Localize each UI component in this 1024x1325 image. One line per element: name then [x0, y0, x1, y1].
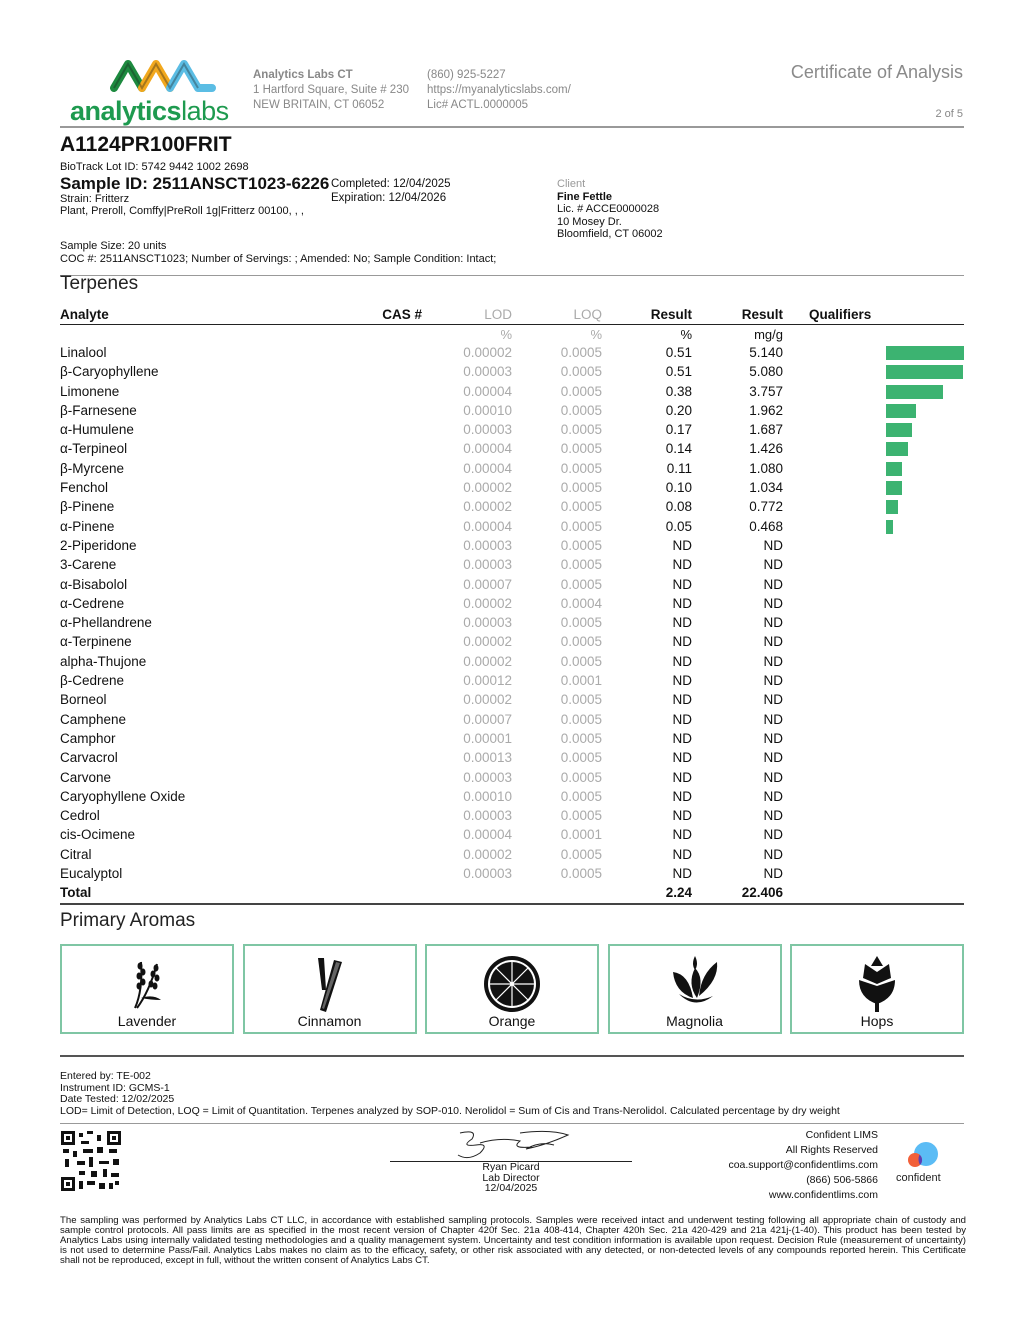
col-loq: LOQ	[573, 307, 602, 322]
sample-id: Sample ID: 2511ANSCT1023-6226	[60, 174, 330, 193]
table-row	[60, 769, 964, 788]
loq-value: 0.0005	[560, 480, 602, 496]
lod-value: 0.00002	[463, 653, 512, 669]
result-pct: 0.51	[665, 345, 692, 360]
aroma-card-hops	[790, 944, 964, 1034]
lims-url[interactable]: www.confidentlims.com	[768, 1189, 878, 1201]
analyte-name: α-Phellandrene	[60, 615, 152, 631]
lod-value: 0.00002	[463, 480, 512, 496]
lod-value: 0.00003	[463, 615, 512, 631]
completed-date: Completed: 12/04/2025	[331, 178, 451, 190]
result-mg: ND	[763, 866, 783, 882]
qualifier-bar	[886, 423, 912, 437]
loq-value: 0.0005	[560, 518, 602, 534]
lod-value: 0.00013	[463, 750, 512, 766]
col-result-pct: Result	[650, 307, 692, 322]
result-pct: ND	[672, 653, 692, 669]
analyte-name: β-Farnesene	[60, 402, 137, 418]
signer-title: Lab Director	[482, 1171, 540, 1184]
document-title: Certificate of Analysis	[790, 62, 963, 82]
analyte-name: Eucalyptol	[60, 866, 123, 882]
lavender-icon	[127, 954, 167, 1010]
lab-phone: (860) 925-5227	[427, 69, 506, 81]
lims-info	[728, 1128, 878, 1203]
qualifier-bar	[886, 462, 902, 476]
confident-wordmark: confident	[896, 1172, 941, 1184]
qr-code-icon[interactable]	[61, 1131, 121, 1191]
loq-value: 0.0005	[560, 422, 602, 438]
qualifier-bar	[886, 385, 943, 399]
result-mg: ND	[763, 711, 783, 727]
result-mg: 3.757	[749, 383, 783, 399]
result-mg: 1.080	[749, 460, 783, 476]
loq-value: 0.0005	[560, 711, 602, 727]
loq-value: 0.0005	[560, 537, 602, 553]
result-mg: ND	[763, 788, 783, 804]
lab-url[interactable]: https://myanalyticslabs.com/	[427, 84, 571, 96]
qualifier-bar	[886, 346, 964, 360]
total-label: Total	[60, 885, 92, 901]
signer-name: Ryan Picard	[482, 1161, 540, 1173]
loq-value: 0.0005	[560, 866, 602, 882]
aroma-card-orange	[425, 944, 599, 1034]
qualifier-bar	[886, 500, 898, 514]
analyte-name: β-Cedrene	[60, 673, 125, 689]
result-pct: ND	[672, 576, 692, 592]
magnolia-icon	[665, 954, 725, 1010]
lod-value: 0.00003	[463, 808, 512, 824]
total-mg: 22.406	[741, 885, 783, 901]
result-mg: ND	[763, 846, 783, 862]
analyte-name: Caryophyllene Oxide	[60, 788, 186, 804]
analyte-name: α-Pinene	[60, 518, 115, 534]
batch-title: A1124PR100FRIT	[60, 133, 232, 156]
logo-wave-icon	[108, 58, 228, 94]
result-pct: 0.14	[665, 441, 692, 457]
lod-value: 0.00003	[463, 537, 512, 553]
loq-value: 0.0005	[560, 634, 602, 650]
product-description: Plant, Preroll, Comffy|PreRoll 1g|Fritterz 00100, , ,	[60, 205, 304, 217]
result-pct: ND	[672, 711, 692, 727]
result-pct: ND	[672, 537, 692, 553]
result-mg: 5.140	[749, 345, 783, 360]
result-mg: 0.468	[749, 518, 783, 534]
table-row	[60, 576, 964, 595]
header-divider	[60, 126, 964, 128]
aroma-label: Hops	[860, 1013, 894, 1029]
table-row	[60, 653, 964, 672]
table-row	[60, 402, 964, 421]
logo-text-bold: analytics	[70, 96, 182, 126]
aroma-card-lavender	[60, 944, 234, 1034]
signed-date: 12/04/2025	[484, 1182, 538, 1194]
aromas-divider	[60, 1055, 964, 1057]
result-mg: ND	[763, 557, 783, 573]
table-row	[60, 344, 964, 363]
result-pct: 0.51	[665, 364, 692, 380]
result-mg: ND	[763, 653, 783, 669]
table-row	[60, 730, 964, 749]
loq-value: 0.0005	[560, 846, 602, 862]
qualifier-bar	[886, 481, 902, 495]
lod-value: 0.00003	[463, 769, 512, 785]
analyte-name: Carvacrol	[60, 750, 118, 766]
unit-result-mg: mg/g	[754, 327, 783, 342]
orange-icon	[482, 954, 542, 1014]
result-pct: ND	[672, 750, 692, 766]
table-row	[60, 749, 964, 768]
table-row	[60, 518, 964, 537]
table-row	[60, 440, 964, 459]
lod-value: 0.00002	[463, 499, 512, 515]
result-mg: 1.962	[749, 402, 783, 418]
table-row	[60, 807, 964, 826]
result-pct: 0.17	[665, 422, 692, 438]
loq-value: 0.0005	[560, 615, 602, 631]
analyte-name: Linalool	[60, 345, 107, 360]
total-row	[60, 884, 964, 905]
result-pct: 0.08	[665, 499, 692, 515]
table-row	[60, 421, 964, 440]
footer-meta	[60, 1071, 840, 1117]
analyte-name: 2-Piperidone	[60, 537, 137, 553]
analyte-name: Fenchol	[60, 480, 109, 496]
total-pct: 2.24	[665, 885, 692, 901]
analyte-name: Cedrol	[60, 808, 100, 824]
logo-wordmark	[70, 96, 229, 127]
table-row	[60, 556, 964, 575]
table-row	[60, 846, 964, 865]
aromas-title: Primary Aromas	[60, 910, 196, 931]
result-mg: ND	[763, 808, 783, 824]
result-pct: ND	[672, 730, 692, 746]
logo-text-light: labs	[181, 96, 229, 126]
loq-value: 0.0005	[560, 808, 602, 824]
table-row	[60, 595, 964, 614]
table-row	[60, 614, 964, 633]
qualifier-bar	[886, 442, 908, 456]
terpenes-title: Terpenes	[60, 273, 139, 294]
loq-value: 0.0005	[560, 576, 602, 592]
lims-name: Confident LIMS	[805, 1129, 878, 1141]
units-row	[60, 325, 964, 344]
analyte-name: Borneol	[60, 692, 107, 708]
aroma-label: Orange	[488, 1013, 536, 1029]
analyte-name: 3-Carene	[60, 557, 117, 573]
table-body	[60, 344, 964, 884]
lod-value: 0.00004	[463, 460, 512, 476]
loq-value: 0.0005	[560, 653, 602, 669]
sample-meta	[60, 240, 496, 265]
expiration-date: Expiration: 12/04/2026	[331, 191, 447, 204]
lod-value: 0.00002	[463, 595, 512, 611]
loq-value: 0.0005	[560, 402, 602, 418]
unit-lod: %	[500, 327, 512, 342]
col-cas: CAS #	[382, 307, 422, 322]
signer-block	[390, 1162, 632, 1194]
analyte-name: α-Terpinene	[60, 634, 132, 650]
cinnamon-icon	[312, 954, 348, 1014]
qualifier-bar	[886, 365, 963, 379]
client-info	[557, 178, 663, 241]
table-row	[60, 383, 964, 402]
result-mg: ND	[763, 692, 783, 708]
table-row	[60, 537, 964, 556]
lod-value: 0.00003	[463, 866, 512, 882]
result-mg: ND	[763, 827, 783, 843]
table-row	[60, 498, 964, 517]
result-mg: 1.426	[749, 441, 783, 457]
lod-value: 0.00004	[463, 441, 512, 457]
lod-value: 0.00001	[463, 730, 512, 746]
result-pct: ND	[672, 615, 692, 631]
analytics-labs-logo	[70, 58, 235, 128]
lod-value: 0.00012	[463, 673, 512, 689]
loq-value: 0.0005	[560, 730, 602, 746]
result-pct: ND	[672, 866, 692, 882]
lab-address-2: NEW BRITAIN, CT 06052	[253, 99, 385, 111]
analyte-name: Camphor	[60, 730, 116, 746]
analyte-name: α-Cedrene	[60, 595, 125, 611]
result-mg: 0.772	[749, 499, 783, 515]
table-row	[60, 363, 964, 382]
strain: Strain: Fritterz	[60, 193, 130, 205]
disclaimer: The sampling was performed by Analytics Labs CT LLC, in accordance with established sampling protocols. Samples were received intact and underwent testing following all appropriate chain of custody and sample control protocols. All pass limits are as specified in the most recent version of Chapter 420f Sec. 21a 408-414, Chapter 420h Sec. 21a 420-429 and 21a 421j-(1-40). This product has been tested by Analytics Labs using internally validated testing methodologies and a quality management system. Uncertainty and test condition information is available upon request. Decision Rule (measurement of uncertainty) is not used to determine Pass/Fail. Analytics Labs makes no claim as to the efficacy, safety, or other risk associated with any detected, or non-detected levels of any compounds reported herein. This Certificate shall not be reproduced, except in full, without the written consent of Analytics Labs CT.	[60, 1215, 966, 1266]
analyte-name: alpha-Thujone	[60, 653, 147, 669]
client-name: Fine Fettle	[557, 190, 613, 203]
result-mg: ND	[763, 595, 783, 611]
analyte-name: Carvone	[60, 769, 112, 785]
client-address-1: 10 Mosey Dr.	[557, 215, 622, 228]
result-mg: 5.080	[749, 364, 783, 380]
lod-value: 0.00004	[463, 383, 512, 399]
loq-value: 0.0005	[560, 769, 602, 785]
client-label: Client	[557, 178, 586, 190]
lod-value: 0.00007	[463, 576, 512, 592]
loq-value: 0.0005	[560, 499, 602, 515]
aroma-label: Lavender	[117, 1013, 177, 1029]
loq-value: 0.0005	[560, 460, 602, 476]
result-pct: ND	[672, 808, 692, 824]
result-mg: ND	[763, 673, 783, 689]
col-result-mg: Result	[741, 307, 783, 322]
table-row	[60, 691, 964, 710]
result-mg: ND	[763, 730, 783, 746]
col-lod: LOD	[484, 307, 512, 322]
result-pct: 0.05	[665, 518, 692, 534]
lod-value: 0.00002	[463, 692, 512, 708]
result-pct: ND	[672, 846, 692, 862]
qualifier-bar	[886, 404, 916, 418]
result-mg: 1.687	[749, 422, 783, 438]
hops-icon	[855, 954, 899, 1014]
lod-value: 0.00007	[463, 711, 512, 727]
loq-value: 0.0004	[560, 595, 602, 611]
footer-notes: LOD= Limit of Detection, LOQ = Limit of Quantitation. Terpenes analyzed by SOP-010. Nerolidol = Sum of Cis and Trans-Nerolidol. Calculated percentage by dry weight	[60, 1104, 840, 1117]
result-pct: ND	[672, 557, 692, 573]
result-pct: ND	[672, 769, 692, 785]
lims-email[interactable]: coa.support@confidentlims.com	[728, 1159, 878, 1171]
table-row	[60, 865, 964, 884]
entered-by: Entered by: TE-002	[60, 1070, 151, 1082]
aromas-list	[60, 944, 964, 1034]
loq-value: 0.0005	[560, 750, 602, 766]
lod-value: 0.00002	[463, 846, 512, 862]
strain-info	[60, 193, 304, 217]
date-tested: Date Tested: 12/02/2025	[60, 1093, 175, 1105]
result-mg: 1.034	[749, 480, 783, 496]
page-number: 2 of 5	[935, 108, 963, 120]
analyte-name: α-Humulene	[60, 422, 134, 438]
coc-info: COC #: 2511ANSCT1023; Number of Servings: ; Amended: No; Sample Condition: Intact;	[60, 252, 497, 265]
aroma-label: Magnolia	[666, 1013, 723, 1029]
result-pct: 0.11	[666, 460, 692, 476]
lab-license: Lic# ACTL.0000005	[427, 99, 529, 111]
analyte-name: Citral	[60, 846, 92, 862]
client-license: Lic. # ACCE0000028	[557, 203, 660, 215]
lod-value: 0.00003	[463, 364, 512, 380]
table-row	[60, 479, 964, 498]
result-pct: ND	[672, 788, 692, 804]
aroma-card-cinnamon	[243, 944, 417, 1034]
result-pct: ND	[672, 692, 692, 708]
result-pct: 0.20	[665, 402, 692, 418]
lod-value: 0.00003	[463, 422, 512, 438]
result-pct: ND	[672, 595, 692, 611]
lod-value: 0.00002	[463, 345, 512, 360]
result-mg: ND	[763, 750, 783, 766]
client-address-2: Bloomfield, CT 06002	[557, 228, 663, 240]
signature-icon	[450, 1127, 570, 1161]
lab-contact	[427, 68, 571, 113]
col-analyte: Analyte	[60, 307, 109, 322]
analyte-name: Limonene	[60, 383, 120, 399]
loq-value: 0.0005	[560, 692, 602, 708]
dates	[331, 178, 451, 205]
lab-address-1: 1 Hartford Square, Suite # 230	[253, 84, 409, 96]
table-row	[60, 711, 964, 730]
analyte-name: α-Terpineol	[60, 441, 128, 457]
lims-phone: (866) 506-5866	[806, 1174, 878, 1186]
loq-value: 0.0005	[560, 788, 602, 804]
loq-value: 0.0005	[560, 383, 602, 399]
analyte-name: cis-Ocimene	[60, 827, 136, 843]
table-row	[60, 672, 964, 691]
lod-value: 0.00004	[463, 518, 512, 534]
lab-name: Analytics Labs CT	[253, 69, 353, 81]
table-header	[60, 307, 964, 325]
instrument-id: Instrument ID: GCMS-1	[60, 1081, 170, 1094]
aroma-label: Cinnamon	[297, 1013, 362, 1029]
analyte-name: Camphene	[60, 711, 127, 727]
sample-size: Sample Size: 20 units	[60, 240, 167, 252]
lims-rights: All Rights Reserved	[785, 1144, 878, 1156]
biotrack-lot-id: BioTrack Lot ID: 5742 9442 1002 2698	[60, 161, 249, 173]
terpenes-table	[60, 307, 964, 905]
result-pct: ND	[672, 827, 692, 843]
loq-value: 0.0005	[560, 557, 602, 573]
result-mg: ND	[763, 634, 783, 650]
analyte-name: β-Caryophyllene	[60, 364, 159, 380]
analyte-name: β-Myrcene	[60, 460, 125, 476]
col-qualifiers: Qualifiers	[809, 307, 872, 322]
lab-info	[253, 68, 409, 113]
table-row	[60, 826, 964, 845]
analyte-name: α-Bisabolol	[60, 576, 128, 592]
loq-value: 0.0005	[560, 345, 602, 360]
lod-value: 0.00010	[463, 788, 512, 804]
table-row	[60, 460, 964, 479]
lod-value: 0.00004	[463, 827, 512, 843]
loq-value: 0.0001	[560, 673, 602, 689]
lod-value: 0.00010	[463, 402, 512, 418]
result-mg: ND	[763, 769, 783, 785]
result-mg: ND	[763, 537, 783, 553]
loq-value: 0.0001	[560, 827, 602, 843]
lod-value: 0.00002	[463, 634, 512, 650]
result-pct: ND	[672, 634, 692, 650]
qualifier-bar	[886, 520, 893, 534]
unit-result-pct: %	[680, 327, 692, 342]
footer-divider	[60, 1123, 964, 1124]
unit-loq: %	[590, 327, 602, 342]
lod-value: 0.00003	[463, 557, 512, 573]
loq-value: 0.0005	[560, 364, 602, 380]
table-row	[60, 633, 964, 652]
result-mg: ND	[763, 615, 783, 631]
aroma-card-magnolia	[608, 944, 782, 1034]
result-mg: ND	[763, 576, 783, 592]
result-pct: 0.10	[665, 480, 692, 496]
result-pct: 0.38	[665, 383, 692, 399]
sample-divider	[60, 275, 964, 276]
table-row	[60, 788, 964, 807]
analyte-name: β-Pinene	[60, 499, 115, 515]
loq-value: 0.0005	[560, 441, 602, 457]
result-pct: ND	[672, 673, 692, 689]
